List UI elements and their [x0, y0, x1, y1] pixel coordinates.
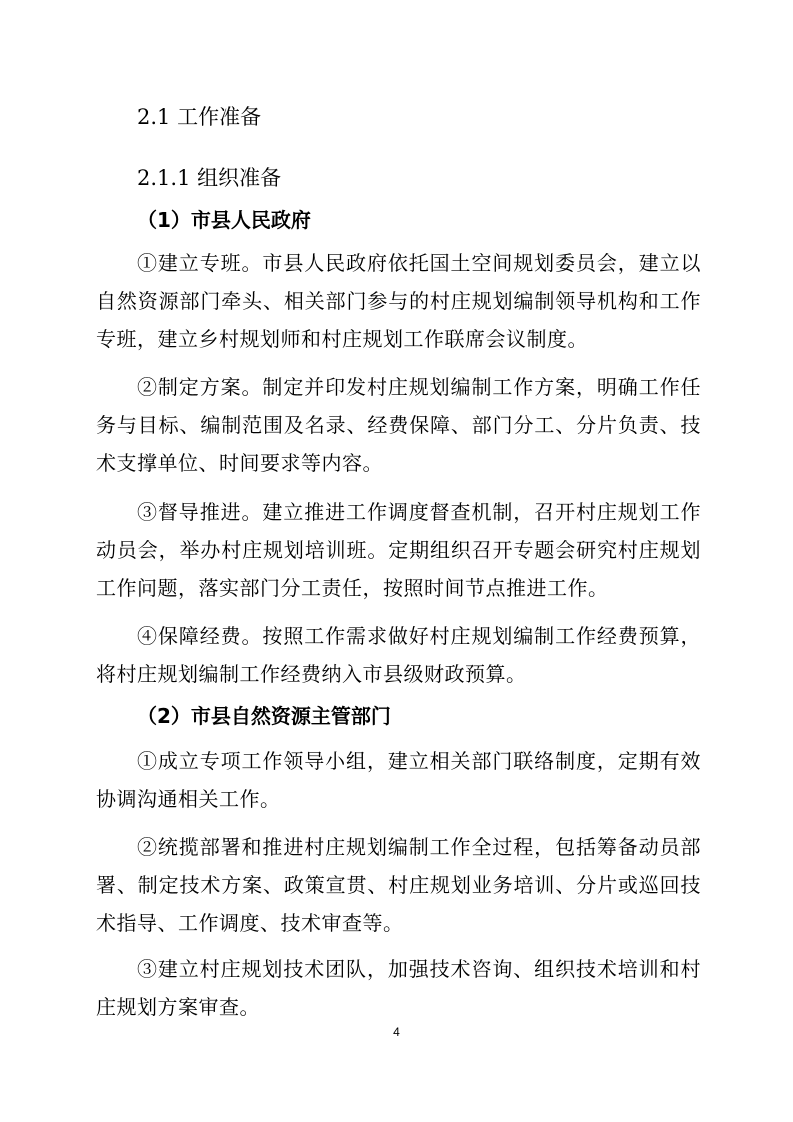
page-number: 4: [393, 1025, 400, 1039]
section-heading-2-1: 2.1 工作准备: [137, 105, 262, 129]
paragraph-formulate-plan: ②制定方案。制定并印发村庄规划编制工作方案，明确工作任务与目标、编制范围及名录、经费保障、部门分工、分片负责、技术支撑单位、时间要求等内容。: [96, 375, 701, 475]
subsection-heading-natural-resources-department: （2）市县自然资源主管部门: [137, 704, 391, 728]
subsection-heading-municipal-government: （1）市县人民政府: [137, 208, 311, 232]
paragraph-leading-group: ①成立专项工作领导小组，建立相关部门联络制度，定期有效协调沟通相关工作。: [96, 749, 701, 811]
section-heading-2-1-1: 2.1.1 组织准备: [137, 166, 282, 190]
paragraph-guarantee-funding: ④保障经费。按照工作需求做好村庄规划编制工作经费预算，将村庄规划编制工作经费纳入市县级财政预算。: [96, 624, 701, 686]
paragraph-overall-deployment: ②统揽部署和推进村庄规划编制工作全过程，包括筹备动员部署、制定技术方案、政策宣贯、村庄规划业务培训、分片或巡回技术指导、工作调度、技术审查等。: [96, 835, 701, 935]
paragraph-technical-team: ③建立村庄规划技术团队，加强技术咨询、组织技术培训和村庄规划方案审查。: [96, 957, 701, 1019]
paragraph-establish-task-force: ①建立专班。市县人民政府依托国土空间规划委员会，建立以自然资源部门牵头、相关部门参与的村庄规划编制领导机构和工作专班，建立乡村规划师和村庄规划工作联席会议制度。: [96, 251, 701, 351]
paragraph-supervise-progress: ③督导推进。建立推进工作调度督查机制，召开村庄规划工作动员会，举办村庄规划培训班。定期组织召开专题会研究村庄规划工作问题，落实部门分工责任，按照时间节点推进工作。: [96, 500, 701, 600]
